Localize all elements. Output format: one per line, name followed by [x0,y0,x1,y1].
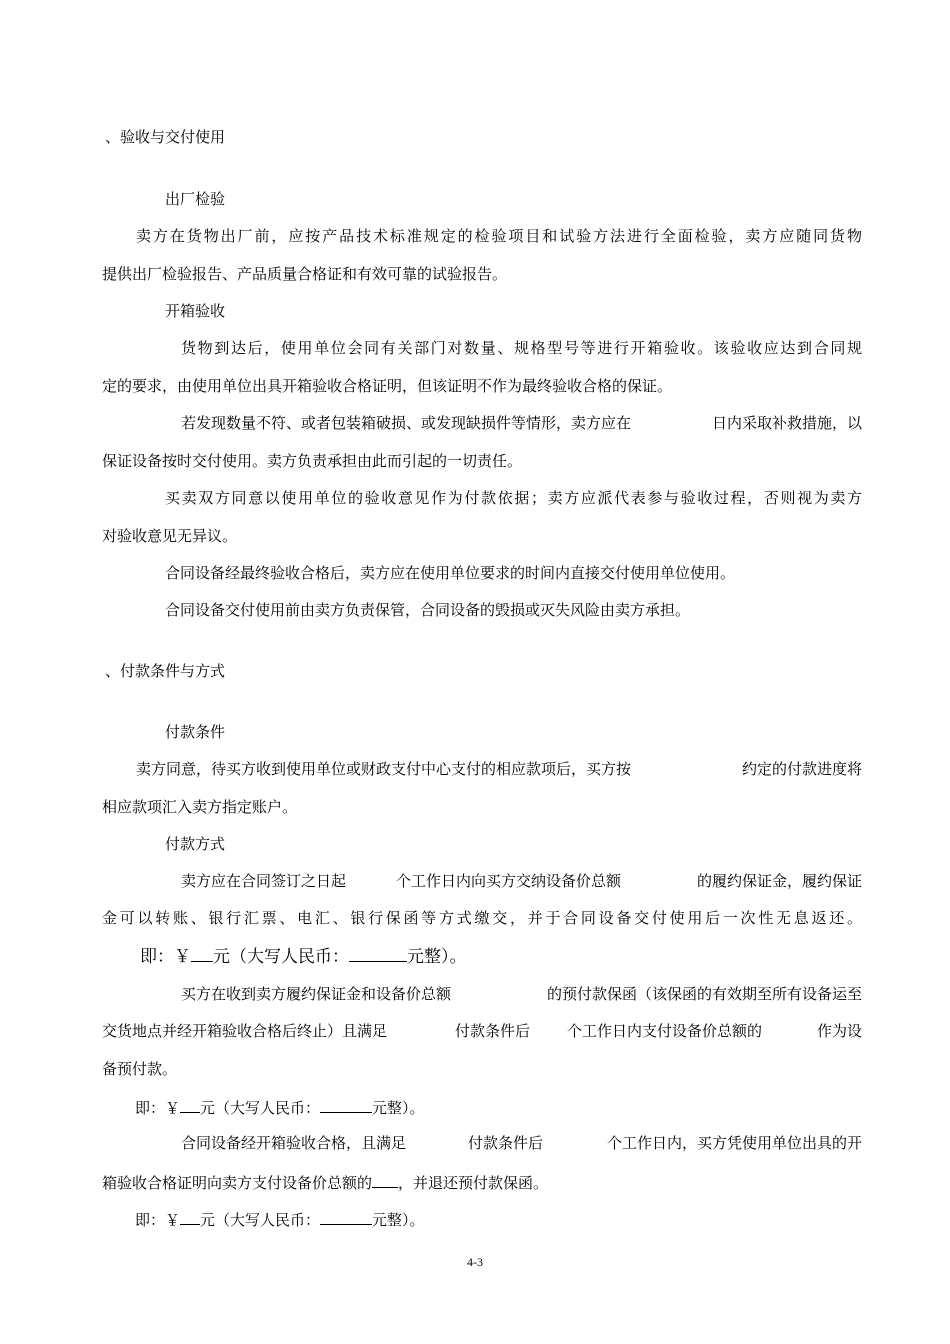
paragraph-line: 个工作日内，买方凭使用单位出具的开 [606,1134,862,1152]
paragraph-line: 买方在收到卖方履约保证金和设备价总额 [181,985,452,1003]
paragraph-line: 的履约保证金，履约保证 [696,872,862,890]
amount-suffix: 元整）。 [372,1211,425,1229]
amount-suffix: 元整）。 [372,1099,425,1117]
amount-line [135,1208,425,1230]
paragraph-line: 个工作日内向买方交纳设备价总额 [396,872,622,890]
subheading-factory-inspection: 出厂检验 [165,190,226,208]
paragraph-line: 提供出厂检验报告、产品质量合格证和有效可靠的试验报告。 [102,265,508,283]
amount-line [135,1096,425,1118]
amount-words-blank [349,945,407,962]
section-heading-payment: 、付款条件与方式 [105,662,226,680]
paragraph-line: 相应款项汇入卖方指定账户。 [102,798,298,816]
paragraph-text: 箱验收合格证明向卖方支付设备价总额的 [102,1174,373,1192]
subheading-unpacking-acceptance: 开箱验收 [165,302,226,320]
paragraph-line: 合同设备交付使用前由卖方负责保管，合同设备的毁损或灭失风险由卖方承担。 [165,601,691,619]
paragraph-line: 若发现数量不符、或者包装箱破损、或发现缺损件等情形，卖方应在 [181,414,632,432]
paragraph-line: 买卖双方同意以使用单位的验收意见作为付款依据；卖方应派代表参与验收过程，否则视为卖方 [165,489,862,507]
amount-blank [180,1096,200,1113]
amount-words-blank [320,1208,372,1225]
paragraph-line: 付款条件后 [468,1134,544,1152]
amount-blank [191,945,213,962]
paragraph-text: ，并退还预付款保函。 [398,1174,549,1192]
percent-blank [372,1171,398,1188]
subheading-payment-methods: 付款方式 [165,835,226,853]
paragraph-line: 日内采取补救措施，以 [711,414,862,432]
paragraph-line: 金可以转账、银行汇票、电汇、银行保函等方式缴交，并于合同设备交付使用后一次性无息返还。 [102,909,862,927]
paragraph-line: 的预付款保函（该保函的有效期至所有设备运至 [546,985,862,1003]
paragraph-line: 卖方同意，待买方收到使用单位或财政支付中心支付的相应款项后，买方按 [136,760,632,778]
paragraph-line: 约定的付款进度将 [741,760,862,778]
amount-prefix: 即：￥ [135,1211,181,1229]
paragraph-line: 交货地点并经开箱验收合格后终止）且满足 [102,1022,388,1040]
amount-line [140,945,467,967]
amount-words-blank [320,1096,372,1113]
amount-prefix: 即：￥ [135,1099,181,1117]
paragraph-line: 定的要求，由使用单位出具开箱验收合格证明，但该证明不作为最终验收合格的保证。 [102,377,673,395]
paragraph-line: 备预付款。 [102,1060,178,1078]
section-heading-acceptance: 、验收与交付使用 [105,128,226,146]
subheading-payment-conditions: 付款条件 [165,723,226,741]
paragraph-line: 合同设备经开箱验收合格，且满足 [181,1134,407,1152]
amount-prefix: 即：￥ [140,947,191,967]
amount-blank [180,1208,200,1225]
paragraph-line: 个工作日内支付设备价总额的 [567,1022,763,1040]
amount-mid: 元（大写人民币： [200,1211,321,1229]
paragraph-line: 作为设 [816,1022,862,1040]
paragraph-line [102,1171,548,1193]
amount-mid: 元（大写人民币： [213,947,349,967]
paragraph-line: 货物到达后，使用单位会同有关部门对数量、规格型号等进行开箱验收。该验收应达到合同规 [181,339,862,357]
paragraph-line: 对验收意见无异议。 [102,527,238,545]
paragraph-line: 付款条件后 [455,1022,531,1040]
amount-suffix: 元整）。 [407,947,467,967]
paragraph-line: 合同设备经最终验收合格后，卖方应在使用单位要求的时间内直接交付使用单位使用。 [165,564,736,582]
paragraph-line: 卖方应在合同签订之日起 [181,872,347,890]
page-number: 4-3 [467,1255,483,1269]
amount-mid: 元（大写人民币： [200,1099,321,1117]
paragraph-line: 卖方在货物出厂前，应按产品技术标准规定的检验项目和试验方法进行全面检验，卖方应随同货物 [136,227,862,245]
paragraph-line: 保证设备按时交付使用。卖方负责承担由此而引起的一切责任。 [102,452,523,470]
